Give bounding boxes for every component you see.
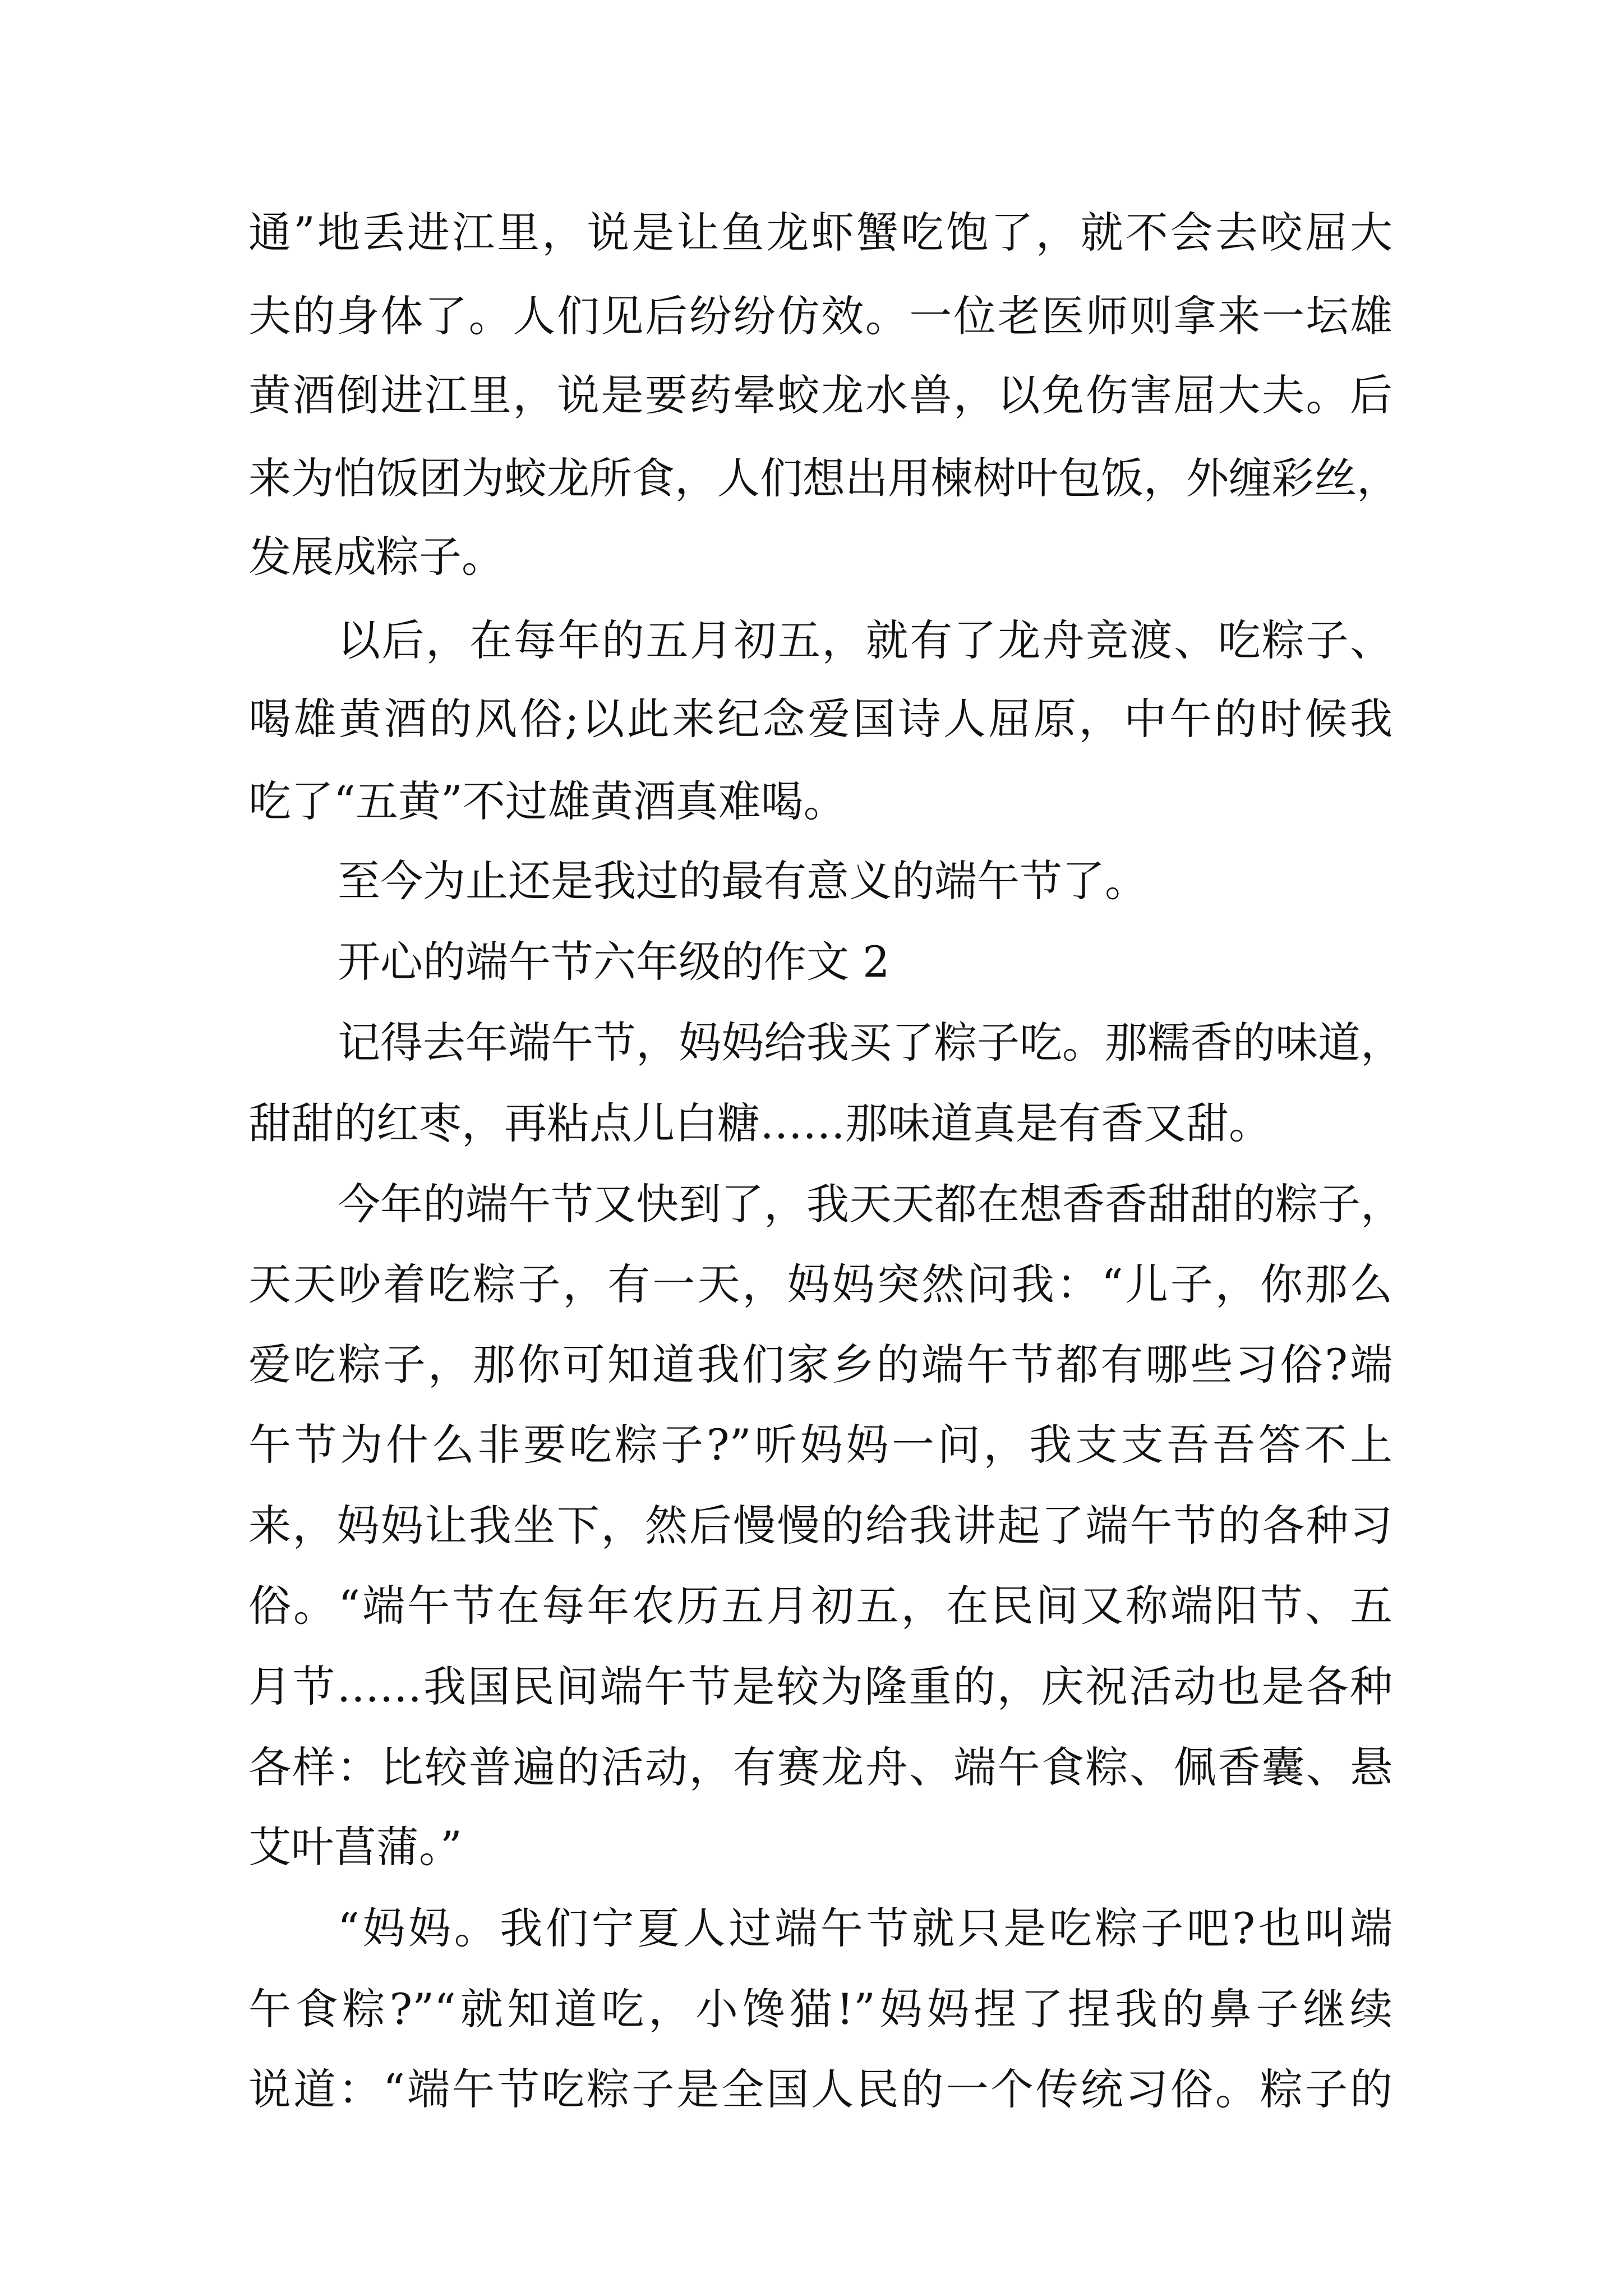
text-line: 至今为止还是我过的最有意义的端午节了。 (338, 856, 1147, 906)
text-line: “妈妈。我们宁夏人过端午节就只是吃粽子吧?也叫端 (338, 1903, 1393, 1953)
text-line: 爱吃粽子，那你可知道我们家乡的端午节都有哪些习俗?端 (248, 1340, 1393, 1389)
text-line: 月节……我国民间端午节是较为隆重的，庆祝活动也是各种 (248, 1662, 1393, 1711)
text-line: 俗。“端午节在每年农历五月初五，在民间又称端阳节、五 (248, 1581, 1393, 1631)
text-line: 午食粽?”“就知道吃，小馋猫!”妈妈捏了捏我的鼻子继续 (248, 1984, 1393, 2034)
text-line: 黄酒倒进江里，说是要药晕蛟龙水兽，以免伤害屈大夫。后 (248, 370, 1393, 420)
text-line: 发展成粽子。 (248, 532, 504, 582)
text-line: 各样：比较普遍的活动，有赛龙舟、端午食粽、佩香囊、悬 (248, 1742, 1393, 1792)
text-line: 说道：“端午节吃粽子是全国人民的一个传统习俗。粽子的 (248, 2064, 1393, 2114)
text-line: 喝雄黄酒的风俗;以此来纪念爱国诗人屈原，中午的时候我 (248, 694, 1393, 744)
text-line: 来，妈妈让我坐下，然后慢慢的给我讲起了端午节的各种习 (248, 1501, 1393, 1550)
text-line: 午节为什么非要吃粽子?”听妈妈一问，我支支吾吾答不上 (248, 1420, 1393, 1470)
text-line: 天天吵着吃粽子，有一天，妈妈突然问我：“儿子，你那么 (248, 1259, 1393, 1309)
text-line: 记得去年端午节，妈妈给我买了粽子吃。那糯香的味道， (338, 1018, 1403, 1068)
text-line: 通”地丢进江里，说是让鱼龙虾蟹吃饱了，就不会去咬屈大 (248, 208, 1393, 257)
text-line: 来为怕饭团为蛟龙所食，人们想出用楝树叶包饭，外缠彩丝， (248, 453, 1399, 503)
text-line: 艾叶菖蒲。” (248, 1822, 462, 1872)
text-line: 吃了“五黄”不过雄黄酒真难喝。 (248, 776, 846, 826)
text-line: 以后，在每年的五月初五，就有了龙舟竞渡、吃粽子、 (338, 615, 1393, 665)
text-line: 今年的端午节又快到了，我天天都在想香香甜甜的粽子， (338, 1179, 1403, 1229)
section-heading: 开心的端午节六年级的作文 2 (338, 937, 890, 987)
text-line: 甜甜的红枣，再粘点儿白糖……那味道真是有香又甜。 (248, 1098, 1271, 1148)
text-line: 夫的身体了。人们见后纷纷仿效。一位老医师则拿来一坛雄 (248, 291, 1393, 341)
